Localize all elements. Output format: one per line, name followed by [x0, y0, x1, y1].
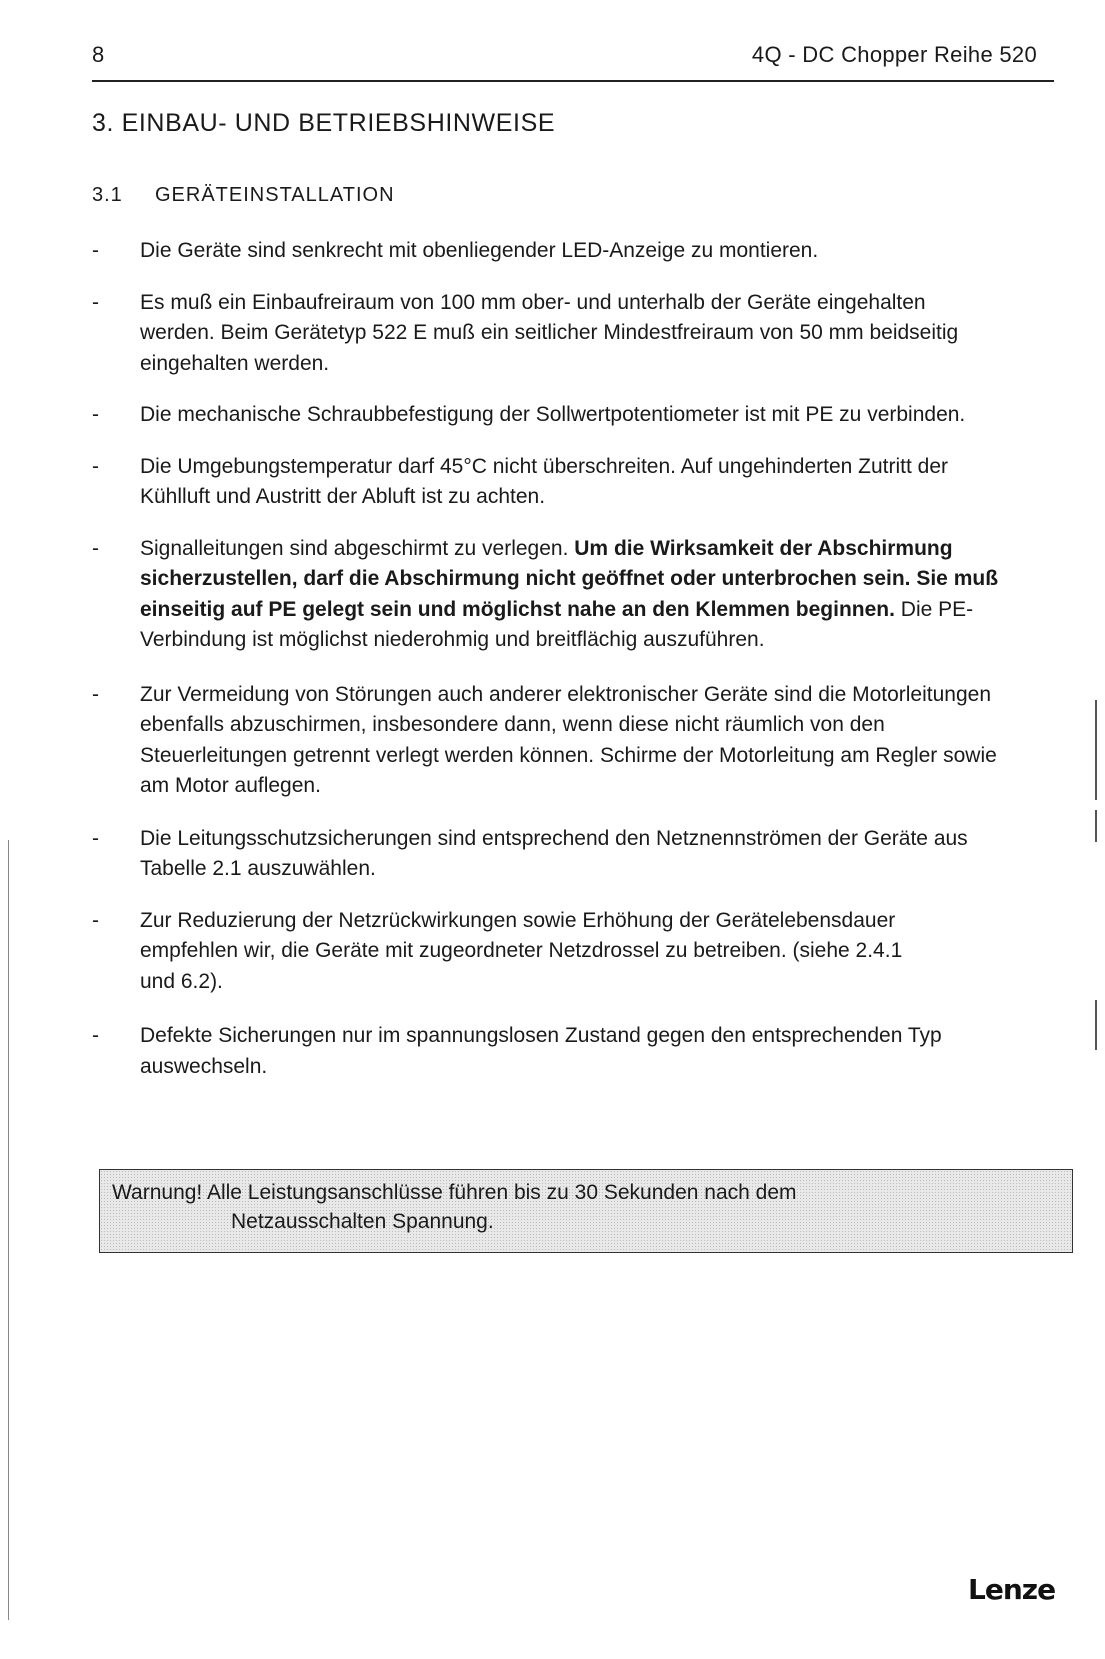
scan-edge-mark	[1095, 1000, 1097, 1050]
bullet-dash: -	[92, 239, 99, 262]
bullet-dash: -	[92, 1024, 99, 1047]
bullet-dash: -	[92, 454, 99, 478]
bullet-dash: -	[92, 682, 99, 706]
list-item-text: Die Geräte sind senkrecht mit obenliegender LED-Anzeige zu montieren.	[140, 239, 819, 262]
list-item-text	[140, 534, 1000, 656]
chapter-heading: 3. EINBAU- UND BETRIEBSHINWEISE	[92, 109, 556, 137]
warning-text-line: Netzausschalten Spannung.	[231, 1210, 494, 1233]
list-item	[92, 236, 1067, 267]
section-title: GERÄTEINSTALLATION	[155, 184, 395, 206]
list-item	[92, 906, 1067, 998]
list-item	[92, 824, 1067, 885]
emphasized-text: Um die Wirksamkeit der Abschirmung sicherzustellen, darf die Abschirmung nicht geöffnet oder unterbrochen sein. Sie muß einseitig auf PE gelegt sein und möglichst nahe an den Klemmen beginnen.	[140, 536, 999, 621]
warning-box	[99, 1169, 1073, 1253]
header-divider	[92, 80, 1054, 82]
bullet-dash: -	[92, 908, 99, 932]
scan-edge-mark	[1095, 810, 1097, 842]
list-item-text-part: Die PE-Verbindung ist möglichst niederohmig und breitflächig auszuführen.	[140, 597, 974, 651]
page-number: 8	[92, 42, 105, 67]
list-item-text: Die mechanische Schraubbefestigung der Sollwertpotentiometer ist mit PE zu verbinden.	[140, 403, 966, 426]
list-item-text: Es muß ein Einbaufreiraum von 100 mm ober- und unterhalb der Geräte eingehalten werden. Beim Gerätetyp 522 E muß ein seitlicher Mindestfreiraum von 50 mm beidseitig eingehalten werden.	[140, 290, 959, 375]
list-item	[92, 680, 1067, 802]
scan-margin-line	[8, 840, 9, 1620]
list-item-text-part: Signalleitungen sind abgeschirmt zu verlegen.	[140, 536, 575, 560]
bullet-dash: -	[92, 826, 99, 850]
list-item-text: Zur Reduzierung der Netzrückwirkungen sowie Erhöhung der Gerätelebensdauer empfehlen wir, die Geräte mit zugeordneter Netzdrossel zu betreiben. (siehe 2.4.1 und 6.2).	[140, 908, 903, 993]
list-item	[92, 452, 1067, 513]
document-title: 4Q - DC Chopper Reihe 520	[751, 42, 1037, 67]
bullet-dash: -	[92, 403, 99, 426]
list-item	[92, 1021, 1067, 1082]
section-heading	[92, 184, 395, 207]
scan-edge-mark	[1095, 700, 1097, 800]
list-item-text: Die Leitungsschutzsicherungen sind entsprechend den Netznennströmen der Geräte aus Tabelle 2.1 auszuwählen.	[140, 826, 968, 880]
list-item-text: Defekte Sicherungen nur im spannungslosen Zustand gegen den entsprechenden Typ auswechseln.	[140, 1024, 942, 1078]
installation-list	[92, 236, 1067, 1082]
bullet-dash: -	[92, 536, 99, 560]
list-item	[92, 534, 1067, 656]
list-item	[92, 400, 1067, 431]
bullet-dash: -	[92, 290, 99, 314]
brand-logo: Lenze	[968, 1573, 1056, 1606]
warning-text-line: Warnung! Alle Leistungsanschlüsse führen bis zu 30 Sekunden nach dem	[112, 1181, 797, 1204]
list-item-text: Zur Vermeidung von Störungen auch anderer elektronischer Geräte sind die Motorleitungen ebenfalls abzuschirmen, insbesondere dann, wenn diese nicht räumlich von den Steuerleitungen getrennt verlegt werden können. Schirme der Motorleitung am Regler sowie am Motor auflegen.	[140, 682, 997, 797]
section-number: 3.1	[92, 184, 123, 206]
list-item	[92, 288, 1067, 380]
list-item-text: Die Umgebungstemperatur darf 45°C nicht überschreiten. Auf ungehinderten Zutritt der Kühlluft und Austritt der Abluft ist zu achten.	[140, 454, 949, 508]
